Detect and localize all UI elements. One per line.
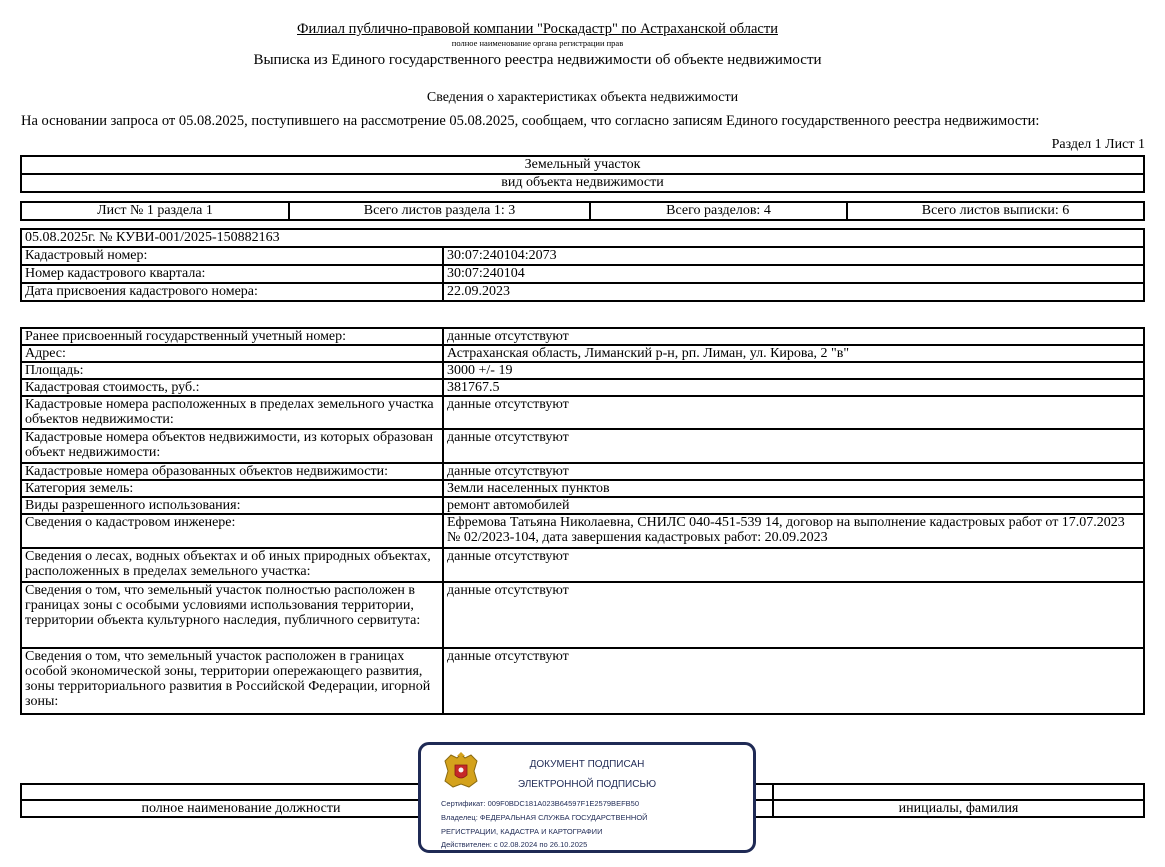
table-row (21, 345, 1144, 362)
row-value: Ефремова Татьяна Николаевна, СНИЛС 040-451-539 14, договор на выполнение кадастровых работ от 17.07.2023 № 02/2023-104, дата завершения кадастровых работ: 20.09.2023 (443, 514, 1144, 548)
sheet-reference: Раздел 1 Лист 1 (1051, 137, 1145, 152)
row-label: Сведения о том, что земельный участок расположен в границах особой экономической зоны, территории опережающего развития, зоны территориального развития в Российской Федерации, игорной зоны: (21, 648, 443, 714)
row-value: данные отсутствуют (443, 429, 1144, 463)
table-row (21, 362, 1144, 379)
row-label: Адрес: (21, 345, 443, 362)
signature-cell (773, 784, 1144, 800)
row-label: Дата присвоения кадастрового номера: (21, 283, 443, 301)
row-value: данные отсутствуют (443, 463, 1144, 480)
stamp-owner: Владелец: ФЕДЕРАЛЬНАЯ СЛУЖБА ГОСУДАРСТВЕННОЙ (441, 813, 648, 822)
signature-cell (21, 784, 461, 800)
row-value: данные отсутствуют (443, 328, 1144, 345)
row-value: данные отсутствуют (443, 648, 1144, 714)
row-label: Кадастровые номера объектов недвижимости, из которых образован объект недвижимости: (21, 429, 443, 463)
stamp-title: ДОКУМЕНТ ПОДПИСАН (529, 759, 645, 770)
row-value: 30:07:240104:2073 (443, 247, 1144, 265)
object-kind-label: вид объекта недвижимости (21, 174, 1144, 192)
row-value: данные отсутствуют (443, 548, 1144, 582)
row-label: Кадастровая стоимость, руб.: (21, 379, 443, 396)
row-value: 381767.5 (443, 379, 1144, 396)
table-row (21, 582, 1144, 648)
stamp-certificate: Сертификат: 009F0BDC181A023B64597F1E2579BEFB50 (441, 799, 639, 808)
row-label: Кадастровый номер: (21, 247, 443, 265)
row-label: Площадь: (21, 362, 443, 379)
row-label: Сведения о том, что земельный участок полностью расположен в границах зоны с особыми условиями использования территории, территории объекта культурного наследия, публичного сервитута: (21, 582, 443, 648)
basis-text: На основании запроса от 05.08.2025, поступившего на рассмотрение 05.08.2025, сообщаем, что согласно записям Единого государственного реестра недвижимости: (21, 113, 1040, 129)
table-row (21, 247, 1144, 265)
row-label: Сведения о кадастровом инженере: (21, 514, 443, 548)
row-value: 3000 +/- 19 (443, 362, 1144, 379)
electronic-signature-stamp (418, 742, 756, 853)
row-label: Ранее присвоенный государственный учетный номер: (21, 328, 443, 345)
main-info-table (20, 228, 1145, 302)
row-label: Категория земель: (21, 480, 443, 497)
row-value: 30:07:240104 (443, 265, 1144, 283)
object-kind-name: Земельный участок (21, 156, 1144, 174)
row-label: Сведения о лесах, водных объектах и об иных природных объектах, расположенных в пределах земельного участка: (21, 548, 443, 582)
table-row (21, 379, 1144, 396)
row-value: 22.09.2023 (443, 283, 1144, 301)
table-row (21, 514, 1144, 548)
row-value: ремонт автомобилей (443, 497, 1144, 514)
row-label: Кадастровые номера образованных объектов недвижимости: (21, 463, 443, 480)
row-value: Астраханская область, Лиманский р-н, рп. Лиман, ул. Кирова, 2 "в" (443, 345, 1144, 362)
table-row (21, 283, 1144, 301)
row-value: Земли населенных пунктов (443, 480, 1144, 497)
row-label: Кадастровые номера расположенных в пределах земельного участка объектов недвижимости: (21, 396, 443, 429)
total-extract-sheets: Всего листов выписки: 6 (847, 202, 1144, 220)
sheets-table (20, 201, 1145, 221)
table-row (21, 648, 1144, 714)
table-row (21, 480, 1144, 497)
table-row (21, 396, 1144, 429)
row-value: данные отсутствуют (443, 582, 1144, 648)
total-sections: Всего разделов: 4 (590, 202, 847, 220)
stamp-validity: Действителен: с 02.08.2024 по 26.10.2025 (441, 840, 588, 849)
position-label: полное наименование должности (21, 800, 461, 817)
sheet-number: Лист № 1 раздела 1 (21, 202, 289, 220)
table-row (21, 548, 1144, 582)
table-row (21, 265, 1144, 283)
total-section-sheets: Всего листов раздела 1: 3 (289, 202, 590, 220)
table-row (21, 497, 1144, 514)
stamp-owner-cont: РЕГИСТРАЦИИ, КАДАСТРА И КАРТОГРАФИИ (441, 827, 603, 836)
row-value: данные отсутствуют (443, 396, 1144, 429)
row-label: Номер кадастрового квартала: (21, 265, 443, 283)
name-label: инициалы, фамилия (773, 800, 1144, 817)
table-row (21, 463, 1144, 480)
stamp-subtitle: ЭЛЕКТРОННОЙ ПОДПИСЬЮ (517, 779, 657, 790)
object-kind-table (20, 155, 1145, 193)
request-reference: 05.08.2025г. № КУВИ-001/2025-150882163 (21, 229, 1144, 247)
document-title: Выписка из Единого государственного реестра недвижимости об объекте недвижимости (253, 52, 822, 68)
org-title: Филиал публично-правовой компании "Роскадастр" по Астраханской области (297, 21, 778, 37)
org-subtitle: полное наименование органа регистрации прав (451, 38, 624, 48)
table-row (21, 429, 1144, 463)
row-label: Виды разрешенного использования: (21, 497, 443, 514)
attributes-table (20, 327, 1145, 715)
section-title: Сведения о характеристиках объекта недвижимости (426, 90, 739, 105)
table-row (21, 328, 1144, 345)
